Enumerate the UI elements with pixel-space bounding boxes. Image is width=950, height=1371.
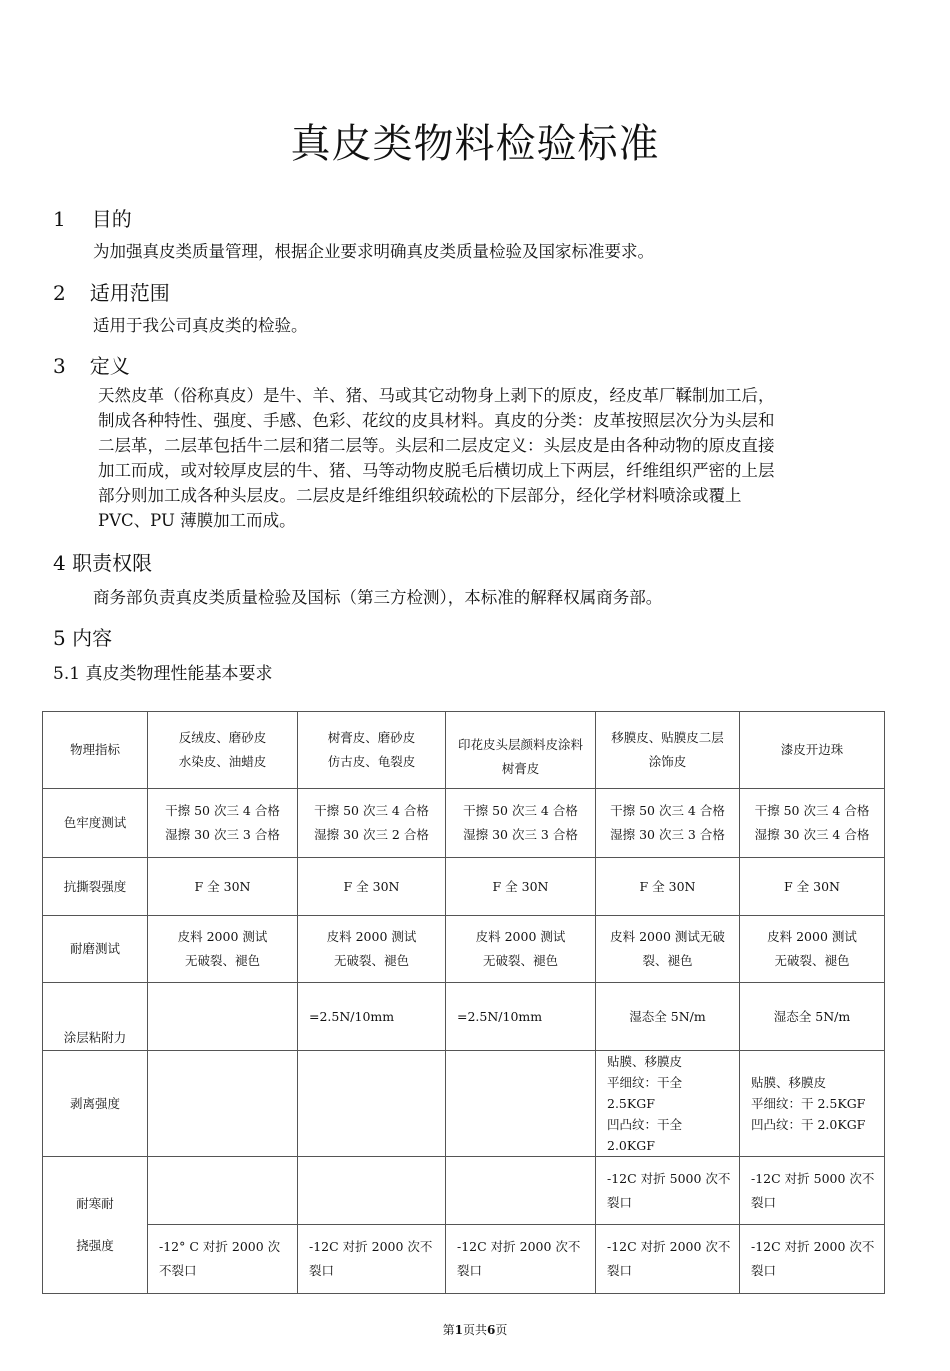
section-number: 2 [53, 281, 66, 305]
table-row [43, 1225, 885, 1294]
row-label: 抗撕裂强度 [43, 858, 148, 916]
row-label: 耐寒耐 挠强度 [43, 1157, 148, 1294]
table-cell: F 全 30N [298, 858, 446, 916]
physical-properties-table [42, 711, 885, 1294]
section-1-heading [53, 203, 132, 232]
table-cell: F 全 30N [148, 858, 298, 916]
table-header-cell: 漆皮开边珠 [740, 712, 885, 789]
definition-line: 天然皮革（俗称真皮）是牛、羊、猪、马或其它动物身上剥下的原皮，经皮革厂鞣制加工后， [98, 386, 775, 405]
table-cell [298, 1157, 446, 1225]
table-row [43, 916, 885, 983]
table-cell: -12C 对折 2000 次不 裂口 [298, 1225, 446, 1294]
row-label: 涂层粘附力 [43, 983, 148, 1051]
table-row [43, 983, 885, 1051]
table-cell [148, 1157, 298, 1225]
table-cell: -12C 对折 2000 次不 裂口 [740, 1225, 885, 1294]
section-2-text: 适用于我公司真皮类的检验。 [93, 316, 308, 335]
subsection-5-1-heading: 5.1 真皮类物理性能基本要求 [53, 664, 273, 684]
table-header-cell: 物理指标 [43, 712, 148, 789]
table-header-row [43, 712, 885, 789]
table-cell: 贴膜、移膜皮 平细纹：干全 2.5KGF 凹凸纹：干全 2.0KGF [596, 1051, 740, 1157]
table-cell: 贴膜、移膜皮 平细纹：干 2.5KGF 凹凸纹：干 2.0KGF [740, 1051, 885, 1157]
table-cell [148, 983, 298, 1051]
row-label: 色牢度测试 [43, 789, 148, 858]
table-cell: 干擦 50 次三 4 合格 湿擦 30 次三 3 合格 [148, 789, 298, 858]
table-cell: -12C 对折 2000 次不 裂口 [596, 1225, 740, 1294]
definition-line: PVC、PU 薄膜加工而成。 [98, 511, 296, 530]
table-cell [148, 1051, 298, 1157]
table-header-cell: 反绒皮、磨砂皮 水染皮、油蜡皮 [148, 712, 298, 789]
section-title: 目的 [91, 207, 132, 231]
definition-line: 二层革，二层革包括牛二层和猪二层等。头层和二层皮定义：头层皮是由各种动物的原皮直接 [98, 436, 775, 455]
table-cell: 皮料 2000 测试 无破裂、褪色 [298, 916, 446, 983]
table-cell: F 全 30N [740, 858, 885, 916]
table-cell: 皮料 2000 测试 无破裂、褪色 [446, 916, 596, 983]
table-cell: 皮料 2000 测试无破 裂、褪色 [596, 916, 740, 983]
table-header-cell: 印花皮头层颜料皮涂料 树膏皮 [446, 712, 596, 789]
table-cell [446, 1051, 596, 1157]
total-pages: 6 [487, 1323, 496, 1337]
table-cell [298, 1051, 446, 1157]
section-number: 3 [53, 354, 66, 378]
table-header-cell: 移膜皮、贴膜皮二层 涂饰皮 [596, 712, 740, 789]
table-cell: 湿态全 5N/m [740, 983, 885, 1051]
table-cell: -12C 对折 5000 次不 裂口 [740, 1157, 885, 1225]
page-footer: 第1页共6页 [442, 1323, 508, 1337]
table-cell: F 全 30N [446, 858, 596, 916]
table-row [43, 789, 885, 858]
section-1-text: 为加强真皮类质量管理，根据企业要求明确真皮类质量检验及国家标准要求。 [93, 242, 654, 261]
section-title: 适用范围 [89, 281, 170, 305]
table-cell: =2.5N/10mm [446, 983, 596, 1051]
table-cell: 皮料 2000 测试 无破裂、褪色 [740, 916, 885, 983]
table-cell: 湿态全 5N/m [596, 983, 740, 1051]
section-number: 1 [53, 207, 66, 231]
table-cell: F 全 30N [596, 858, 740, 916]
section-4-text: 商务部负责真皮类质量检验及国标（第三方检测），本标准的解释权属商务部。 [93, 588, 663, 607]
table-cell: -12C 对折 2000 次不 裂口 [446, 1225, 596, 1294]
table-cell: -12° C 对折 2000 次 不裂口 [148, 1225, 298, 1294]
table-cell: 干擦 50 次三 4 合格 湿擦 30 次三 3 合格 [446, 789, 596, 858]
section-4-heading: 4 职责权限 [53, 551, 153, 575]
table-row [43, 1157, 885, 1225]
definition-line: 加工而成，或对较厚皮层的牛、猪、马等动物皮脱毛后横切成上下两层，纤维组织严密的上层 [98, 461, 775, 480]
table-cell: 干擦 50 次三 4 合格 湿擦 30 次三 4 合格 [740, 789, 885, 858]
table-row [43, 858, 885, 916]
definition-line: 部分则加工成各种头层皮。二层皮是纤维组织较疏松的下层部分，经化学材料喷涂或覆上 [98, 486, 742, 505]
definition-paragraph [98, 383, 888, 533]
table-cell: 干擦 50 次三 4 合格 湿擦 30 次三 2 合格 [298, 789, 446, 858]
row-label: 耐磨测试 [43, 916, 148, 983]
row-label: 剥离强度 [43, 1051, 148, 1157]
table-row [43, 1051, 885, 1157]
table-cell: 干擦 50 次三 4 合格 湿擦 30 次三 3 合格 [596, 789, 740, 858]
current-page: 1 [454, 1323, 463, 1337]
section-5-heading: 5 内容 [53, 626, 113, 650]
section-title: 定义 [89, 354, 130, 378]
section-3-heading [53, 350, 130, 379]
table-cell: =2.5N/10mm [298, 983, 446, 1051]
document-title: 真皮类物料检验标准 [290, 121, 660, 167]
table-cell [446, 1157, 596, 1225]
table-cell: -12C 对折 5000 次不 裂口 [596, 1157, 740, 1225]
table-cell: 皮料 2000 测试 无破裂、褪色 [148, 916, 298, 983]
table-header-cell: 树膏皮、磨砂皮 仿古皮、龟裂皮 [298, 712, 446, 789]
definition-line: 制成各种特性、强度、手感、色彩、花纹的皮具材料。真皮的分类：皮革按照层次分为头层和 [98, 411, 775, 430]
section-2-heading [53, 277, 170, 306]
